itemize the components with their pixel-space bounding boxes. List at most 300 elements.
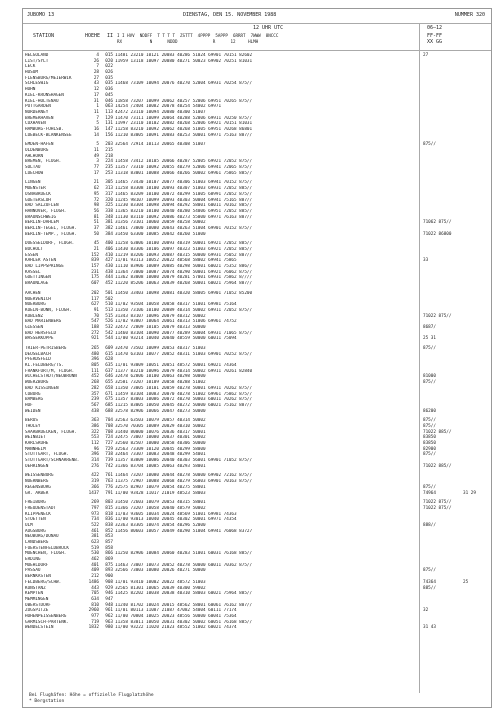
station-name: WEISSENBURG: [25, 473, 54, 479]
station-id: 452: [105, 281, 113, 287]
station-height: 973: [91, 511, 99, 517]
station-height: 117: [91, 296, 99, 302]
station-id: 410: [105, 252, 113, 258]
station-name: FREIBURG: [25, 500, 46, 506]
station-name: MUENSTER: [25, 186, 46, 192]
station-height: 12: [93, 87, 99, 93]
station-name: MUEHLDORF: [25, 562, 49, 568]
synop-groups: 11210 83005 10091 20083 40253 50001 69971 75163 887//: [115, 132, 253, 138]
station-id: 348: [105, 214, 113, 220]
synop-groups: 31450 63300 10085 20042 40260 51000: [115, 231, 206, 237]
station-id: 400: [105, 241, 113, 247]
station-id: 875: [105, 562, 113, 568]
station-name: OEHRINGEN: [25, 463, 49, 469]
station-name: BAD MARIENBERG: [25, 319, 62, 325]
wind-gust: 875//: [423, 418, 436, 424]
synop-groups: 31343 83107 10096 20079 40312 50002: [115, 313, 206, 319]
station-id: 609: [105, 346, 113, 351]
synop-groups: 11470 73111 10099 20064 40288 52006 69911 70250 875//: [115, 115, 253, 121]
station-height: 70: [93, 313, 99, 319]
station-name: WENDELSTEIN: [25, 625, 54, 631]
synop-groups: 11458 73412 10105 20066 40287 52005 69921 72052 875//: [115, 159, 253, 165]
station-height: 805: [91, 363, 99, 369]
station-height: 2960: [88, 608, 99, 614]
station-id: 338: [105, 208, 113, 214]
station-height: 91: [93, 307, 99, 313]
station-name: BAD HERSFELD: [25, 330, 57, 336]
station-height: 239: [91, 397, 99, 403]
station-height: 530: [91, 551, 99, 557]
station-height: 977: [91, 613, 99, 619]
station-id: 704: [105, 418, 113, 424]
station-height: 17: [93, 170, 99, 176]
station-name: DEUSELBACH: [25, 351, 51, 357]
station-height: 519: [91, 545, 99, 551]
footer: [29, 693, 154, 705]
synop-groups: 11375 72907 10088 20068 40279 56003 69901 70163 875//: [115, 479, 253, 485]
station-name: GOETTINGEN: [25, 275, 51, 281]
station-height: 37: [93, 225, 99, 231]
station-name: NEUBURG/DONAU: [25, 534, 59, 540]
wind-gust: 31 43: [423, 625, 436, 631]
station-name: COBURG: [25, 391, 41, 397]
table-row: [23, 171, 491, 177]
station-id: 724: [105, 435, 113, 441]
station-id: 655: [105, 380, 113, 386]
wind-gust: 32: [423, 608, 429, 614]
station-height: 719: [91, 619, 99, 625]
station-name: HUSUM: [25, 70, 38, 76]
station-name: KOBLENZ: [25, 313, 44, 319]
station-name: DUESSELDORF, FLUGH.: [25, 241, 75, 247]
station-name: BAMBERG: [25, 397, 44, 403]
wind-gust: 875//: [423, 346, 436, 351]
synop-groups: 32565 81301 10065 20039 40300 59002: [115, 585, 206, 591]
wind-gust: 81000: [423, 374, 436, 380]
station-name: KIEL-HOLTENAU: [25, 98, 59, 104]
station-id: 893: [105, 568, 113, 574]
wind-gust: 71022 875//: [423, 500, 452, 506]
station-name: BERUS: [25, 418, 38, 424]
wind-gust: 8687/: [423, 324, 436, 330]
station-id: 022: [105, 64, 113, 70]
synop-groups: 32566 73003 10080 20026 40271 50000: [115, 568, 206, 574]
station-name: OLDENBURG: [25, 148, 49, 153]
station-name: WUERZBURG: [25, 380, 49, 386]
station-height: 96: [93, 446, 99, 452]
wind-gust: 27: [423, 53, 429, 58]
station-id: 635: [105, 363, 113, 369]
synop-groups: 11250 82906 10084 20060 40283 51001 60031 76168 885//: [115, 551, 253, 557]
station-name: AHLHORN: [25, 153, 44, 159]
station-id: 313: [105, 186, 113, 192]
station-height: 797: [91, 505, 99, 511]
station-height: 314: [91, 458, 99, 464]
synop-groups: 11219 83206 10093 20087 40315 50000 69931 75052 887//: [115, 252, 253, 258]
synop-groups: 11377 83210 10096 20079 40314 50002 69911 70261 82840: [115, 368, 253, 374]
synop-groups: 31366 83704 10085 20063 40293 58001: [115, 463, 206, 469]
synop-groups: 32475 73007 10080 20037 40301 50002: [115, 435, 206, 441]
station-id: 961: [105, 608, 113, 614]
station-height: 839: [91, 258, 99, 264]
station-id: 430: [105, 264, 113, 270]
station-height: 396: [91, 452, 99, 458]
station-height: 11: [93, 109, 99, 115]
station-group: [23, 291, 491, 342]
ff-period-header: 06–12: [427, 25, 443, 31]
station-id: 615: [105, 351, 113, 357]
table-row: [23, 133, 491, 139]
station-id: 542: [105, 330, 113, 336]
station-id: 727: [105, 441, 113, 446]
column-header: [23, 23, 491, 51]
codes-header-1: I I HVV NDDFF T T T T ZSTTT 4PPPP 5APPP 6RRRT 7WWW 8NCCC: [117, 33, 279, 38]
station-id: 658: [105, 385, 113, 391]
station-table: [23, 53, 491, 635]
synop-groups: 11460 83104 10090 20077 40289 50004 69931 71065 875//: [115, 330, 253, 336]
station-height: 1437: [88, 490, 99, 496]
station-name: KONSTANZ: [25, 585, 46, 591]
station-id: 526: [105, 319, 113, 325]
station-name: FELDBERG/SCHW.: [25, 579, 62, 585]
station-name: OSNABRUECK: [25, 191, 51, 197]
table-row: [23, 491, 491, 497]
station-height: 111: [91, 368, 99, 374]
station-name: SCHLESWIG: [25, 81, 49, 87]
station-id: 382: [105, 225, 113, 231]
station-height: 522: [91, 522, 99, 528]
station-height: 112: [91, 441, 99, 446]
station-name: HOHENPEISSENBERG: [25, 613, 67, 619]
station-name: PASSAU: [25, 568, 41, 574]
station-name: BERLIN-DAHLEM: [25, 220, 59, 226]
synop-groups: 11/01 80113 11087 21087 47082 54004 60111 77174: [115, 608, 237, 614]
station-id: 305: [105, 180, 113, 186]
station-height: 202: [91, 290, 99, 296]
station-name: PFERDSFELD: [25, 357, 51, 363]
station-name: STUTTGART, FLUGH.: [25, 452, 69, 458]
station-id: 685: [105, 402, 113, 408]
station-id: 203: [105, 142, 113, 148]
station-id: 852: [105, 528, 113, 534]
synop-groups: 11/00 70804 10025 20023 48556 50000 60041 75364: [115, 613, 237, 619]
station-name: BERLIN-TEGEL, FLUGH.: [25, 225, 77, 231]
station-height: 188: [91, 324, 99, 330]
station-id: 858: [105, 545, 113, 551]
wind-gust: 71022 875//: [423, 505, 452, 511]
wind-gust: 83850: [423, 435, 436, 441]
station-name: NUERNBERG: [25, 479, 49, 485]
synop-groups: 11450 33403 10098 20081 40320 58005 69901 71052 85200: [115, 290, 253, 296]
station-col-header: STATION: [33, 33, 55, 39]
table-row: [23, 336, 491, 342]
station-group: [23, 346, 491, 414]
station-name: WICHELSTADT/NEUBRUNN: [25, 374, 77, 380]
report-number: NUMMER 320: [454, 12, 485, 18]
station-id: 444: [105, 275, 113, 281]
station-id: 637: [105, 368, 113, 374]
station-height: 1: [96, 104, 99, 110]
station-id: 427: [105, 258, 113, 264]
wind-gust-extra: 25: [463, 579, 469, 585]
report-page: [22, 8, 492, 708]
station-height: 175: [91, 275, 99, 281]
station-name: TRIER-PETRISBERG: [25, 346, 67, 351]
table-row: [23, 409, 491, 415]
station-height: 5: [96, 142, 99, 148]
station-height: 480: [91, 351, 99, 357]
station-id: 035: [105, 81, 113, 87]
synop-groups: 11/00 93013 10040 20045 40302 50001 69971 74354: [115, 517, 237, 523]
station-id: 502: [105, 296, 113, 302]
synop-groups: 11110 83906 10089 20085 40298 50001 60021 75352 886//: [115, 264, 253, 270]
station-height: 21: [93, 180, 99, 186]
station-height: 366: [91, 484, 99, 490]
synop-groups: 11/01 93410 10002 20022 48572 51003: [115, 579, 206, 585]
station-name: NORDERNEY: [25, 109, 49, 115]
synop-groups: 31450 72603 10079 20053 40315 58001: [115, 500, 206, 506]
station-height: 4: [96, 53, 99, 58]
station-height: 231: [91, 269, 99, 275]
synop-groups: 32564 72914 10113 20065 40308 51007: [115, 142, 206, 148]
station-name: NOERVENICH: [25, 296, 51, 302]
station-name: GUETERSLOH: [25, 197, 51, 203]
station-id: 646: [105, 374, 113, 380]
station-name: LECK: [25, 64, 36, 70]
wind-gust: 83850: [423, 441, 436, 446]
station-name: EMDEN-HAFEN: [25, 142, 54, 148]
station-id: 045: [105, 92, 113, 98]
synop-groups: 11220 85206 10063 20039 40268 50001 60021 75964 887//: [115, 281, 253, 287]
wind-gust: 888//: [423, 522, 436, 528]
station-id: 020: [105, 58, 113, 64]
station-id: 532: [105, 324, 113, 330]
synop-groups: 11470 63103 10077 20052 40311 51003 69901 70252 875//: [115, 351, 253, 357]
station-height: 16: [93, 126, 99, 132]
station-id: 046: [105, 98, 113, 104]
station-name: LANDSBERG: [25, 540, 49, 545]
station-name: HANNOVER, FLUGH.: [25, 208, 67, 214]
station-group: [23, 180, 491, 237]
wind-gust: 71022 885//: [423, 463, 452, 469]
station-name: OBERSTDORF: [25, 602, 51, 608]
station-name: CUXHAVEN: [25, 121, 46, 127]
wind-gust: 74964: [423, 490, 436, 496]
station-height: 452: [91, 374, 99, 380]
station-name: STOETTEN: [25, 517, 46, 523]
station-id: 156: [105, 132, 113, 138]
wind-gust: 71022 875//: [423, 313, 452, 319]
station-name: BERLIN-TEMP., FLUGH.: [25, 231, 77, 237]
station-name: MEMMINGEN: [25, 596, 49, 602]
station-name: HOF: [25, 402, 33, 408]
synop-groups: 32464 73307 10083 20048 40299 54001: [115, 452, 206, 458]
synop-groups: 32560 82507 10000 20058 40306 50000: [115, 441, 206, 446]
station-id: 946: [105, 591, 113, 597]
report-date: DIENSTAG, DEN 15. NOVEMBER 1988: [183, 12, 277, 18]
wind-gust: 86200: [423, 408, 436, 414]
station-id: 253: [105, 170, 113, 176]
station-id: 671: [105, 391, 113, 397]
synop-groups: 32581 73207 10109 20058 40288 51002: [115, 380, 206, 386]
synop-groups: 11/02 93807 10064 20061 40313 51006 69961 74752: [115, 319, 237, 325]
station-id: 791: [105, 490, 113, 496]
synop-groups: 11/00 93214 10040 20040 48559 50000 60011 75094: [115, 336, 237, 342]
station-height: 409: [91, 568, 99, 574]
synop-groups: 11459 83104 10083 20070 40278 51002 69961 75862 875//: [115, 391, 253, 397]
station-name: AACHEN: [25, 290, 41, 296]
station-name: WEIDEN: [25, 408, 41, 414]
station-name: FLENSBURG/MEIERWIK: [25, 75, 72, 81]
synop-groups: 11318 83001 10088 20066 40266 50002 69961 75865 885//: [115, 170, 253, 176]
station-id: 980: [105, 625, 113, 631]
station-height: 381: [91, 534, 99, 540]
station-height: 7: [96, 64, 99, 70]
station-name: KASSEL: [25, 269, 41, 275]
station-name: SOLTAU: [25, 165, 41, 171]
utc-header: 12 UHR UTC: [253, 25, 284, 31]
synop-groups: 31366 73207 10058 20040 48579 50002: [115, 505, 206, 511]
station-id: 513: [105, 307, 113, 313]
station-id: 729: [105, 446, 113, 452]
synop-groups: 32575 82907 10079 20054 40275 58001: [115, 484, 206, 490]
station-id: 963: [105, 619, 113, 625]
station-height: 56: [93, 208, 99, 214]
station-height: 705: [91, 591, 99, 597]
synop-groups: 11465 83209 10100 20072 40299 51005 68991 72052 875//: [115, 191, 253, 197]
station-height: 623: [91, 540, 99, 545]
station-name: ESSEN: [25, 252, 38, 258]
station-name: ULM: [25, 522, 33, 528]
station-height: 396: [91, 357, 99, 363]
synop-groups: 11468 73109 10094 20076 40270 52004 69931 70254 875//: [115, 81, 253, 87]
station-height: 1832: [88, 625, 99, 631]
station-id: 688: [105, 408, 113, 414]
synop-groups: 32578 82906 10066 20047 40273 50000: [115, 408, 206, 414]
station-name: KEMPTEN: [25, 591, 44, 597]
station-name: HAMBURG-FUHLSB.: [25, 126, 64, 132]
station-name: STUTTGART/SCHNARRENB.: [25, 458, 80, 464]
synop-groups: 14254 /2404 10082 20078 40254 54002 69971: [115, 104, 222, 110]
station-id: 131: [105, 121, 113, 127]
station-name: WEINBIET: [25, 435, 46, 441]
station-height: 363: [91, 418, 99, 424]
station-height: 438: [91, 408, 99, 414]
synop-groups: 11/01 93009 10051 20051 48572 50001 69021 74364: [115, 363, 237, 369]
station-height: 607: [91, 281, 99, 287]
station-height: 1486: [88, 579, 99, 585]
station-height: 386: [91, 423, 99, 429]
station-height: 3: [96, 159, 99, 165]
synop-groups: 11357 83809 10086 20040 40303 56001 69901 71052 875//: [115, 458, 253, 464]
wind-gust: 25 31: [423, 336, 436, 342]
station-height: 152: [91, 252, 99, 258]
synop-groups: 32363 83305 10074 20054 40296 52000: [115, 522, 206, 528]
hoehe-col-header: HOEHE: [85, 33, 101, 39]
synop-groups: 11365 83210 10100 20040 40280 54006 69951 72052 885//: [115, 208, 253, 214]
station-height: 269: [91, 500, 99, 506]
station-id: 761: [105, 473, 113, 479]
synop-groups: 11240 81702 10024 20015 48562 58001 60061 76162 887//: [115, 602, 253, 608]
wind-gust: 71022 86800: [423, 231, 452, 237]
station-id: 776: [105, 484, 113, 490]
synop-groups: 11/00 93428 11017 21019 48523 58003: [115, 490, 206, 496]
station-name: WASSERKUPPE: [25, 336, 54, 342]
synop-groups: 11425 82202 10038 20038 40310 58003 60021 75964 885//: [115, 591, 253, 597]
station-height: 272: [91, 330, 99, 336]
station-height: 401: [91, 562, 99, 568]
station-id: 739: [105, 458, 113, 464]
station-height: 357: [91, 391, 99, 397]
station-name: THOLEY: [25, 423, 41, 429]
station-name: PUTTGARDEN: [25, 104, 51, 110]
station-name: BRAUNSCHWEIG: [25, 214, 57, 220]
table-row: [23, 625, 491, 631]
table-row: [23, 281, 491, 287]
station-height: 634: [91, 596, 99, 602]
synop-groups: 11/00 93222 11020 21023 48552 51002 60021 74374: [115, 625, 237, 631]
synop-groups: 11258 63006 10100 20093 40319 50001 69921 72052 885//: [115, 241, 253, 247]
station-id: 544: [105, 336, 113, 342]
station-height: 45: [93, 241, 99, 247]
station-name: BAD SALZUFLEN: [25, 203, 59, 209]
station-height: 98: [93, 203, 99, 209]
station-id: 129: [105, 115, 113, 121]
synop-groups: 32470 73502 10099 20053 40317 51003: [115, 346, 206, 351]
wind-gust: 74364: [423, 579, 436, 585]
station-id: 406: [105, 247, 113, 252]
station-id: 325: [105, 203, 113, 209]
station-height: 26: [93, 58, 99, 64]
ff-header-2: XX GG: [427, 39, 443, 45]
wind-gust: 82900: [423, 446, 436, 452]
synop-groups: 32570 70305 10089 20029 40310 50002: [115, 423, 206, 429]
station-id: 869: [105, 557, 113, 563]
station-id: 113: [105, 109, 113, 115]
synop-groups: 11461 73000 10080 20043 40263 51004 69901 70152 875//: [115, 225, 253, 231]
station-id: 900: [105, 574, 113, 580]
footer-note-height: Bei Flughäfen: Höhe = offizielle Flugplatzhöhe: [29, 693, 154, 698]
synop-groups: 11215 83005 10050 20045 40272 50000 60021 75162 887//: [115, 402, 253, 408]
station-id: 818: [105, 511, 113, 517]
station-id: 063: [105, 104, 113, 110]
station-height: 921: [91, 336, 99, 342]
station-id: 866: [105, 551, 113, 557]
station-name: BRAUNLAGE: [25, 281, 49, 287]
station-id: 708: [105, 429, 113, 435]
wind-gust-extra: 31 29: [463, 490, 476, 496]
wind-gust: 875//: [423, 423, 436, 429]
station-name: BERNKASTEN: [25, 574, 51, 580]
synop-groups: 11481 23210 10121 20083 40286 51024 69901 70151 82602: [115, 53, 253, 58]
station-id: 035: [105, 75, 113, 81]
station-id: 147: [105, 126, 113, 132]
station-height: 157: [91, 264, 99, 270]
station-name: KLIPPENECK: [25, 511, 51, 517]
synop-groups: 11/02 93504 10058 20058 40317 51001 69981 75164: [115, 302, 237, 308]
codes-header-2: RX N NDDD R 12 HLMH: [117, 39, 259, 44]
station-id: 948: [105, 602, 113, 608]
station-id: 320: [105, 197, 113, 203]
station-id: 675: [105, 397, 113, 403]
station-id: 947: [105, 596, 113, 602]
wind-gust: 875//: [423, 452, 436, 458]
station-height: 319: [91, 479, 99, 485]
station-height: 21: [93, 247, 99, 252]
table-row: [23, 464, 491, 470]
station-height: 268: [91, 380, 99, 386]
station-name: KL.FELDBERG/TS.: [25, 363, 64, 369]
